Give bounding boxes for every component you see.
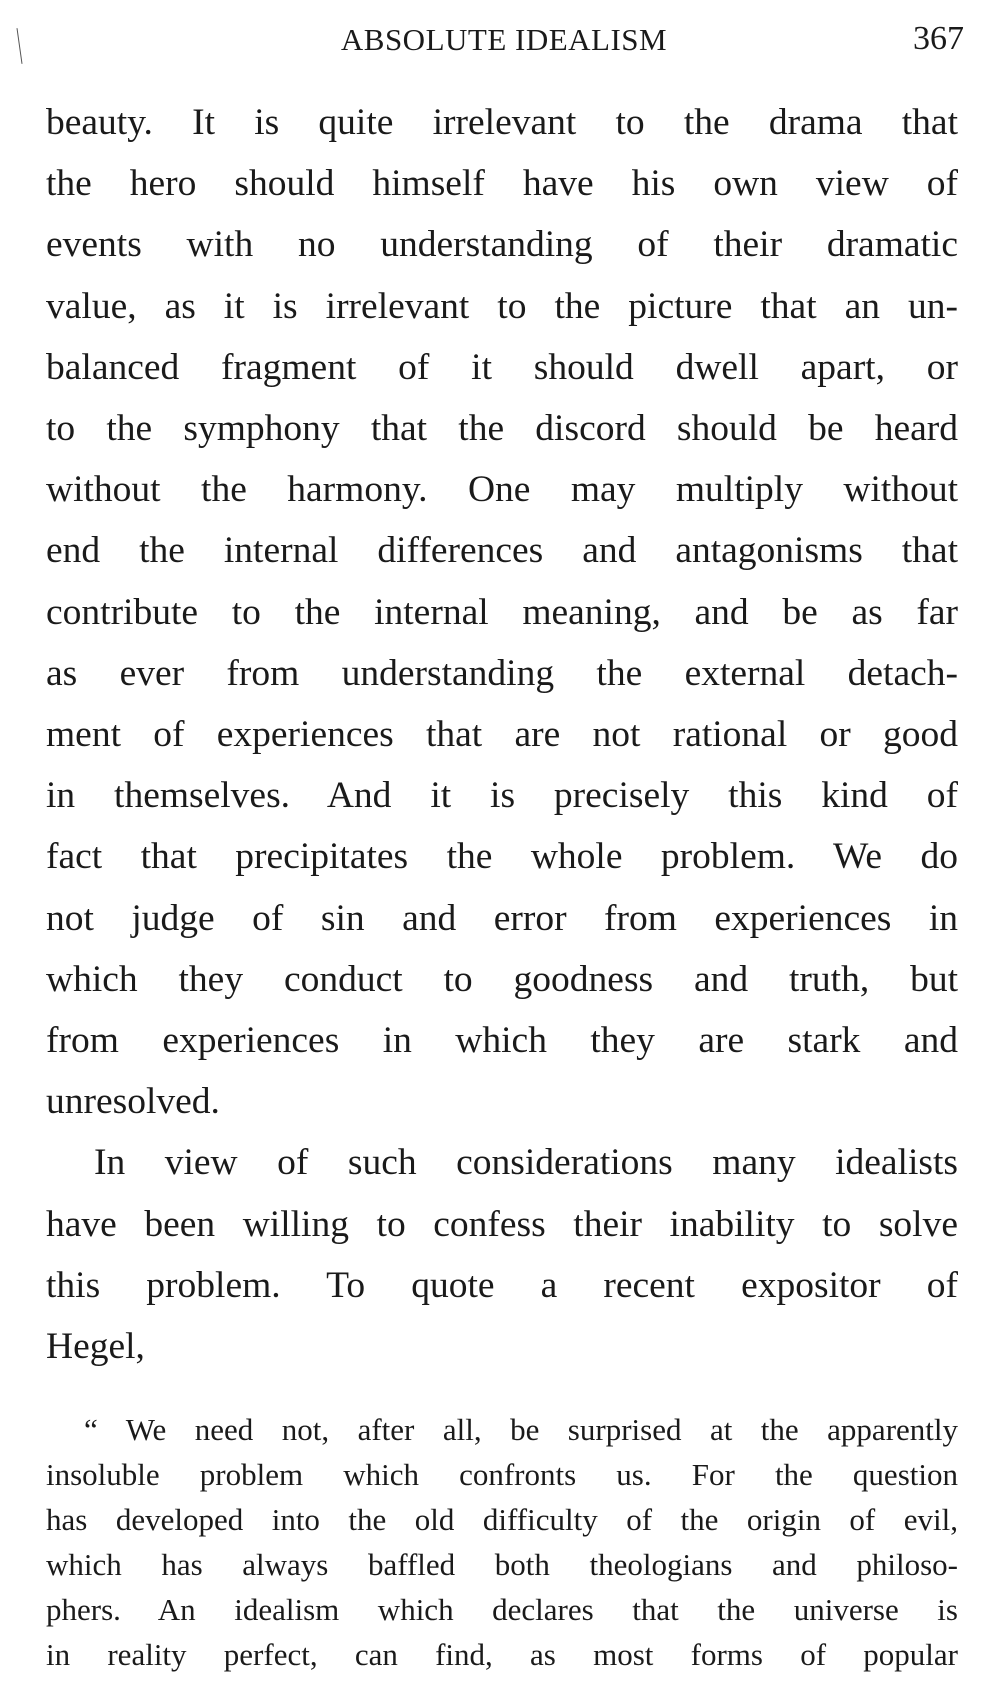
quote-line: has developed into the old difficulty of the origin of evil, (46, 1502, 958, 1537)
text-line: Hegel, (46, 1326, 145, 1368)
text-line: unresolved. (46, 1081, 220, 1123)
text-line: the hero should himself have his own view of (46, 163, 958, 205)
text-line: value, as it is irrelevant to the picture that an un- (46, 285, 958, 327)
quote-line: “ We need not, after all, be surprised at the apparently (84, 1412, 958, 1447)
text-line: from experiences in which they are stark and (46, 1020, 958, 1062)
running-title: ABSOLUTE IDEALISM (340, 22, 668, 57)
text-line: not judge of sin and error from experiences in (46, 897, 958, 939)
text-line: fact that precipitates the whole problem. We do (46, 836, 958, 878)
text-line: have been willing to confess their inability to solve (46, 1203, 958, 1245)
text-line: in themselves. And it is precisely this kind of (46, 775, 958, 817)
text-line: which they conduct to goodness and truth, but (46, 958, 958, 1000)
text-line: end the internal differences and antagonisms that (46, 530, 958, 572)
quote-line: phers. An idealism which declares that the universe is (46, 1592, 958, 1627)
quote-line: which has always baffled both theologians and philoso- (46, 1547, 958, 1582)
quote-line: in reality perfect, can find, as most forms of popular (46, 1637, 958, 1672)
page-number: 367 (913, 20, 964, 57)
text-line: In view of such considerations many idealists (94, 1142, 958, 1184)
text-line: contribute to the internal meaning, and be as far (46, 591, 958, 633)
text-line: without the harmony. One may multiply without (46, 469, 958, 511)
body-text (46, 92, 958, 1377)
text-line: to the symphony that the discord should be heard (46, 408, 958, 450)
text-line: this problem. To quote a recent expositor of (46, 1264, 958, 1306)
text-line: beauty. It is quite irrelevant to the drama that (46, 102, 958, 143)
block-quote (46, 1407, 958, 1677)
paragraph-2 (46, 1132, 958, 1377)
text-line: balanced fragment of it should dwell apart, or (46, 346, 958, 388)
margin-mark (16, 28, 22, 64)
text-line: events with no understanding of their dramatic (46, 224, 958, 266)
running-head (44, 14, 964, 64)
paragraph-1 (46, 92, 958, 1132)
text-line: ment of experiences that are not rational or good (46, 714, 958, 756)
text-line: as ever from understanding the external detach- (46, 652, 958, 694)
quote-line: insoluble problem which confronts us. For the question (46, 1457, 958, 1492)
